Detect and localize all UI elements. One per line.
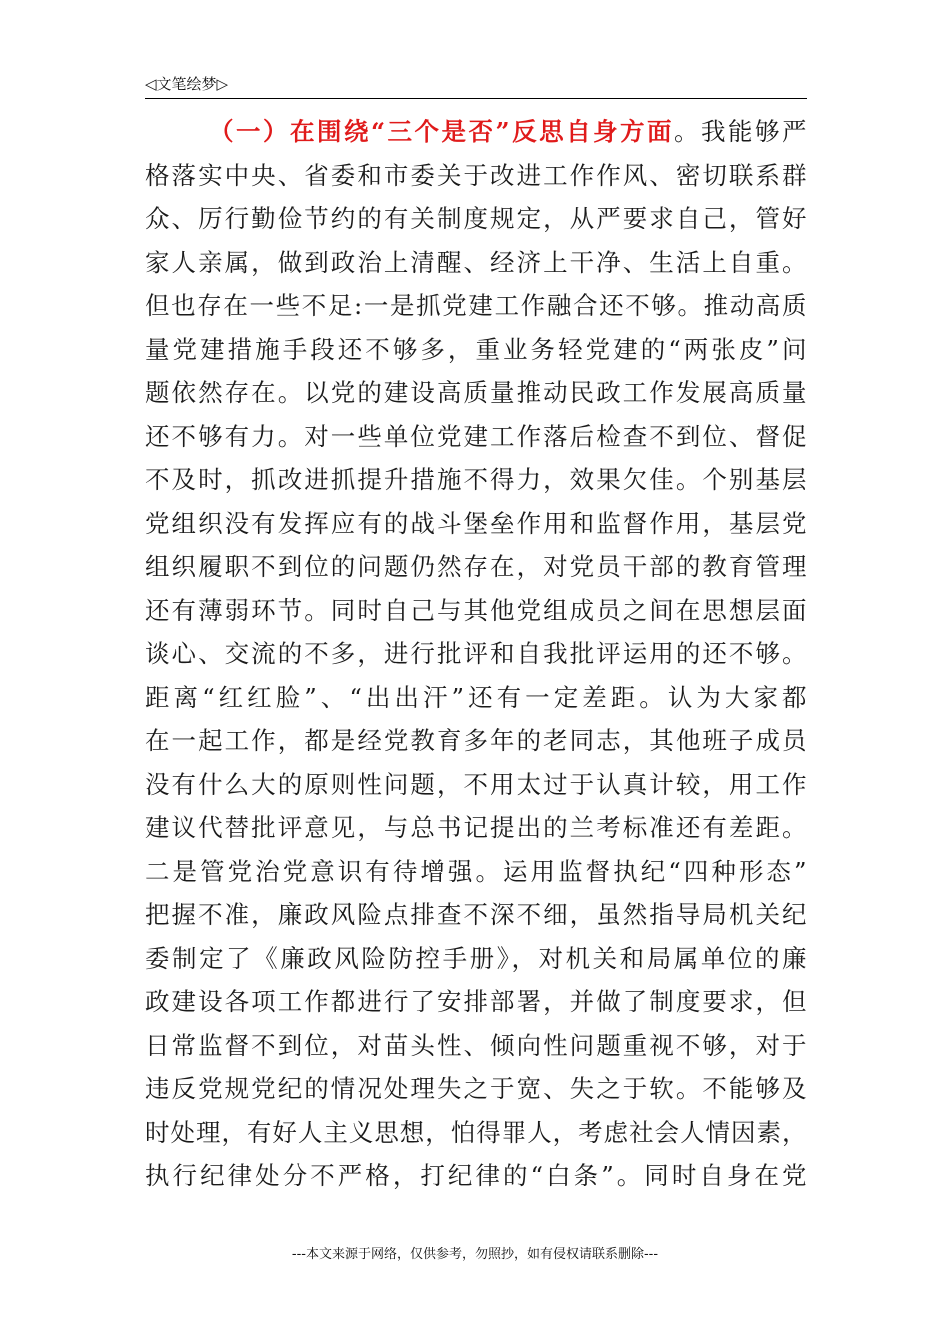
text-line: 谈心、交流的不多，进行批评和自我批评运用的还不够。: [145, 639, 807, 668]
text-line: 但也存在一些不足:一是抓党建工作融合还不够。推动高质: [145, 291, 807, 320]
text-line: 党组织没有发挥应有的战斗堡垒作用和监督作用，基层党: [145, 508, 807, 538]
text-line: 不及时，抓改进抓提升措施不得力，效果欠佳。个别基层: [145, 465, 807, 494]
text-line: 委制定了《廉政风险防控手册》，对机关和局属单位的廉: [145, 943, 807, 973]
text-line: 二是管党治党意识有待增强。运用监督执纪“四种形态”: [145, 856, 807, 886]
text-line: 把握不准，廉政风险点排查不深不细，虽然指导局机关纪: [145, 900, 807, 929]
text-line: 还有薄弱环节。同时自己与其他党组成员之间在思想层面: [145, 595, 807, 625]
text-line: 格落实中央、省委和市委关于改进工作作风、密切联系群: [145, 160, 807, 190]
text-line: 距离“红红脸”、“出出汗”还有一定差距。认为大家都: [145, 682, 807, 712]
paragraph-first-line: [145, 110, 807, 154]
text-line: 建议代替批评意见，与总书记提出的兰考标准还有差距。: [145, 813, 807, 842]
section-heading: （一）在围绕“三个是否”反思自身方面: [209, 117, 675, 146]
text-line: 违反党规党纪的情况处理失之于宽、失之于软。不能够及: [145, 1074, 807, 1103]
first-line-rest: 。我能够严: [674, 117, 807, 146]
text-line: 时处理，有好人主义思想，怕得罪人，考虑社会人情因素，: [145, 1117, 807, 1147]
header-title: ◁文笔绘梦▷: [145, 75, 229, 93]
document-body: [145, 110, 807, 1198]
text-line: 量党建措施手段还不够多，重业务轻党建的“两张皮”问: [145, 334, 807, 364]
text-line: 还不够有力。对一些单位党建工作落后检查不到位、督促: [145, 421, 807, 451]
text-line: 没有什么大的原则性问题，不用太过于认真计较，用工作: [145, 769, 807, 799]
text-line: 组织履职不到位的问题仍然存在，对党员干部的教育管理: [145, 552, 807, 581]
text-line: 众、厉行勤俭节约的有关制度规定，从严要求自己，管好: [145, 204, 807, 233]
text-line: 题依然存在。以党的建设高质量推动民政工作发展高质量: [145, 378, 807, 407]
text-line: 在一起工作，都是经党教育多年的老同志，其他班子成员: [145, 726, 807, 755]
text-line: 家人亲属，做到政治上清醒、经济上干净、生活上自重。: [145, 247, 807, 277]
text-line: 执行纪律处分不严格，打纪律的“白条”。同时自身在党: [145, 1161, 807, 1190]
page-header: [145, 74, 807, 99]
text-line: 政建设各项工作都进行了安排部署，并做了制度要求，但: [145, 987, 807, 1016]
page-footer-notice: ---本文来源于网络，仅供参考，勿照抄，如有侵权请联系删除---: [291, 1247, 659, 1262]
text-line: 日常监督不到位，对苗头性、倾向性问题重视不够，对于: [145, 1030, 807, 1060]
